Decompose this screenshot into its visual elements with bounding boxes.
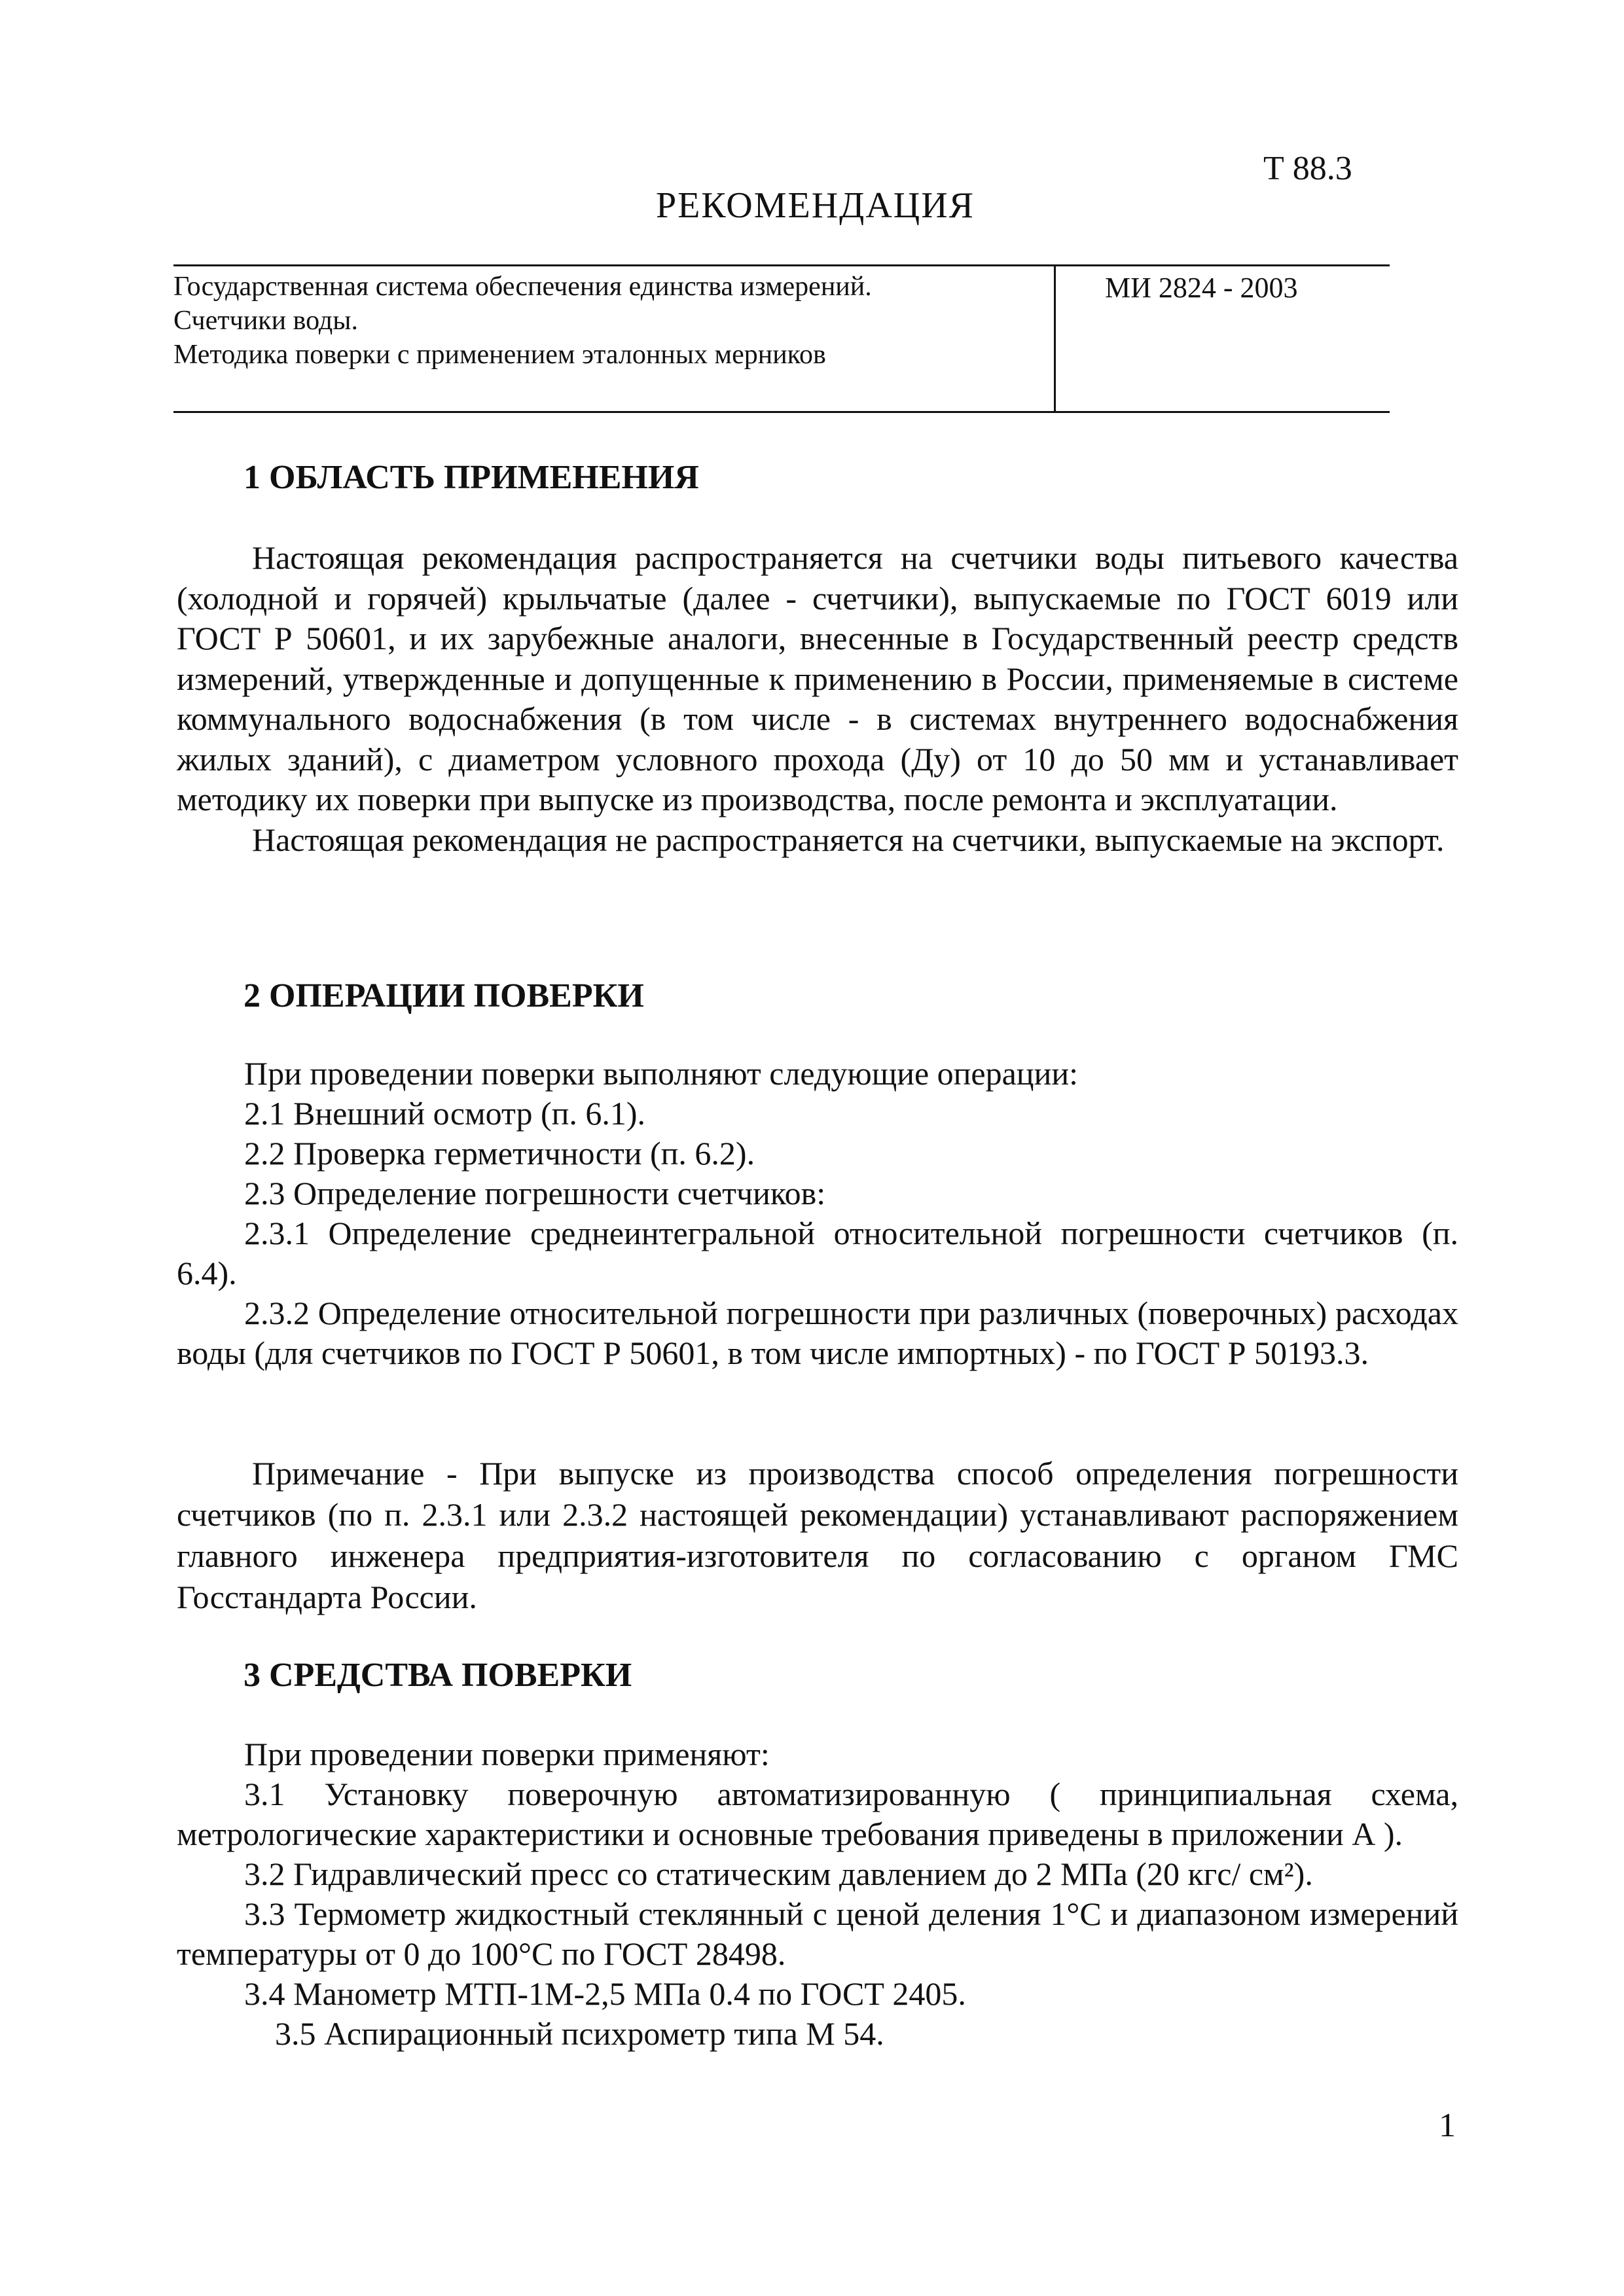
list-item: 2.1 Внешний осмотр (п. 6.1). [244, 1095, 646, 1132]
list-item: 2.3 Определение погрешности счетчиков: [244, 1175, 826, 1211]
header-line: Государственная система обеспечения единства измерений. [173, 272, 872, 302]
section-body [177, 538, 1458, 860]
section-heading: 3 СРЕДСТВА ПОВЕРКИ [244, 1657, 632, 1694]
paragraph: Настоящая рекомендация не распространяется на счетчики, выпускаемые на экспорт. [252, 821, 1445, 858]
list-intro: При проведении поверки выполняют следующие операции: [244, 1055, 1078, 1092]
paragraph: Настоящая рекомендация распространяется на счетчики воды питьевого качества (холодной и горячей) крыльчатые (далее - счетчики), выпускаемые по ГОСТ 6019 или ГОСТ Р 50601, и их зарубежные аналоги, внесенные в Государственный реестр средств измерений, утвержденные и допущенные к применению в России, применяемые в системе коммунального водоснабжения (в том числе - в системах внутреннего водоснабжения жилых зданий), с диаметром условного прохода (Ду) от 10 до 50 мм и устанавливает методику их поверки при выпуске из производства, после ремонта и эксплуатации. [177, 539, 1458, 817]
list-item: 3.3 Термометр жидкостный стеклянный с ценой деления 1°С и диапазоном измерений температуры от 0 до 100°С по ГОСТ 28498. [177, 1895, 1458, 1972]
header-standard-number: МИ 2824 - 2003 [1105, 272, 1298, 304]
section-body [177, 1054, 1458, 1373]
list-intro: При проведении поверки применяют: [244, 1736, 770, 1772]
header-line: Счетчики воды. [173, 306, 358, 336]
document-code: Т 88.3 [1263, 150, 1352, 187]
header-top-rule [173, 264, 1390, 266]
section-heading: 1 ОБЛАСТЬ ПРИМЕНЕНИЯ [244, 459, 699, 496]
header-standard-title [173, 270, 1044, 372]
list-item: 3.2 Гидравлический пресс со статическим давлением до 2 МПа (20 кгс/ см²). [244, 1856, 1313, 1892]
list-item: 2.2 Проверка герметичности (п. 6.2). [244, 1135, 755, 1172]
list-item: 3.1 Установку поверочную автоматизированную ( принципиальная схема, метрологические характеристики и основные требования приведены в приложении А ). [177, 1776, 1458, 1852]
list-item: 3.5 Аспирационный психрометр типа М 54. [275, 2015, 884, 2052]
header-bottom-rule [173, 411, 1390, 413]
list-item: 3.4 Манометр МТП-1М-2,5 МПа 0.4 по ГОСТ 2405. [244, 1975, 966, 2012]
document-title: РЕКОМЕНДАЦИЯ [655, 185, 975, 226]
note-text: Примечание - При выпуске из производства способ определения погрешности счетчиков (по п. 2.3.1 или 2.3.2 настоящей рекомендации) устанавливают распоряжением главного инженера предприятия-изготовителя по согласованию с органом ГМС Госстандарта России. [177, 1455, 1458, 1615]
list-item: 2.3.2 Определение относительной погрешности при различных (поверочных) расходах воды (для счетчиков по ГОСТ Р 50601, в том числе импортных) - по ГОСТ Р 50193.3. [177, 1295, 1458, 1371]
page-number: 1 [1439, 2107, 1456, 2144]
note [177, 1453, 1458, 1618]
section-heading: 2 ОПЕРАЦИИ ПОВЕРКИ [244, 977, 644, 1014]
header-divider [1054, 264, 1056, 413]
list-item: 2.3.1 Определение среднеинтегральной относительной погрешности счетчиков (п. 6.4). [177, 1215, 1458, 1291]
header-line: Методика поверки с применением эталонных мерников [173, 340, 826, 370]
section-body [177, 1734, 1458, 2054]
